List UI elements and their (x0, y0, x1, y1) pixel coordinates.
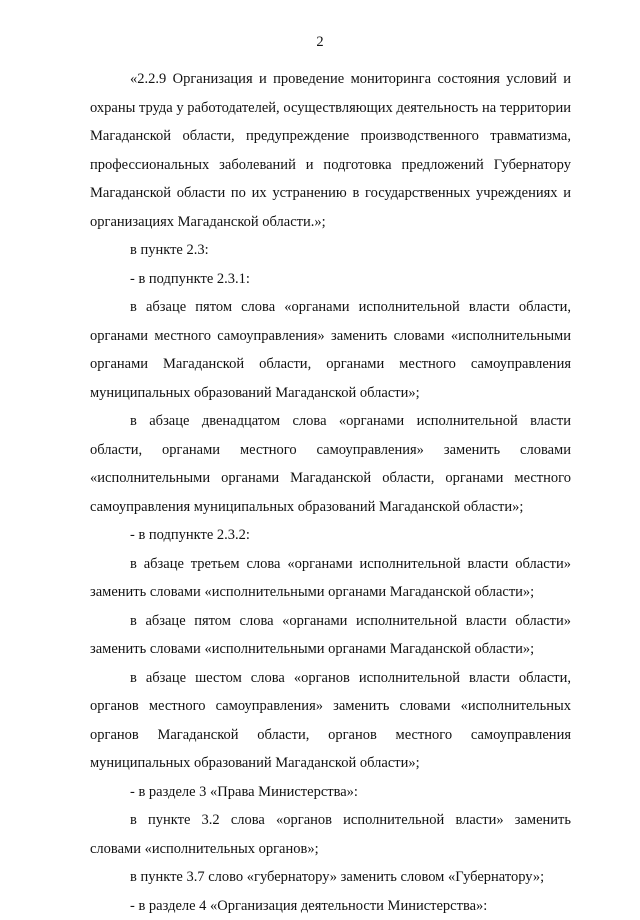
paragraph-abzac-3: в абзаце третьем слова «органами исполнительной власти области» заменить словами «исполнительными органами Магаданской области»; (90, 550, 571, 607)
paragraph-abzac-12: в абзаце двенадцатом слова «органами исполнительной власти области, органами местного самоуправления» заменить словами «исполнительными органами Магаданской области, органами местного самоуправления муниципальных образований Магаданской области»; (90, 407, 571, 521)
page-number: 2 (0, 33, 640, 51)
paragraph-section-4: - в разделе 4 «Организация деятельности Министерства»: (90, 892, 571, 920)
paragraph-point-3-2: в пункте 3.2 слова «органов исполнительной власти» заменить словами «исполнительных органов»; (90, 806, 571, 863)
paragraph-point-3-7: в пункте 3.7 слово «губернатору» заменить словом «Губернатору»; (90, 863, 571, 892)
paragraph-point-2-3: в пункте 2.3: (90, 236, 571, 265)
paragraph-item-2-2-9: «2.2.9 Организация и проведение мониторинга состояния условий и охраны труда у работодателей, осуществляющих деятельность на территории Магаданской области, предупреждение производственного травматизма, профессиональных заболеваний и подготовка предложений Губернатору Магаданской области по их устранению в государственных учреждениях и организациях Магаданской области.»; (90, 65, 571, 236)
paragraph-subpoint-2-3-2: - в подпункте 2.3.2: (90, 521, 571, 550)
document-body (90, 65, 571, 920)
paragraph-section-3: - в разделе 3 «Права Министерства»: (90, 778, 571, 807)
paragraph-abzac-6: в абзаце шестом слова «органов исполнительной власти области, органов местного самоуправления» заменить словами «исполнительных органов Магаданской области, органов местного самоуправления муниципальных образований Магаданской области»; (90, 664, 571, 778)
paragraph-abzac-5: в абзаце пятом слова «органами исполнительной власти области, органами местного самоуправления» заменить словами «исполнительными органами Магаданской области, органами местного самоуправления муниципальных образований Магаданской области»; (90, 293, 571, 407)
paragraph-subpoint-2-3-1: - в подпункте 2.3.1: (90, 265, 571, 294)
paragraph-abzac-5-b: в абзаце пятом слова «органами исполнительной власти области» заменить словами «исполнительными органами Магаданской области»; (90, 607, 571, 664)
